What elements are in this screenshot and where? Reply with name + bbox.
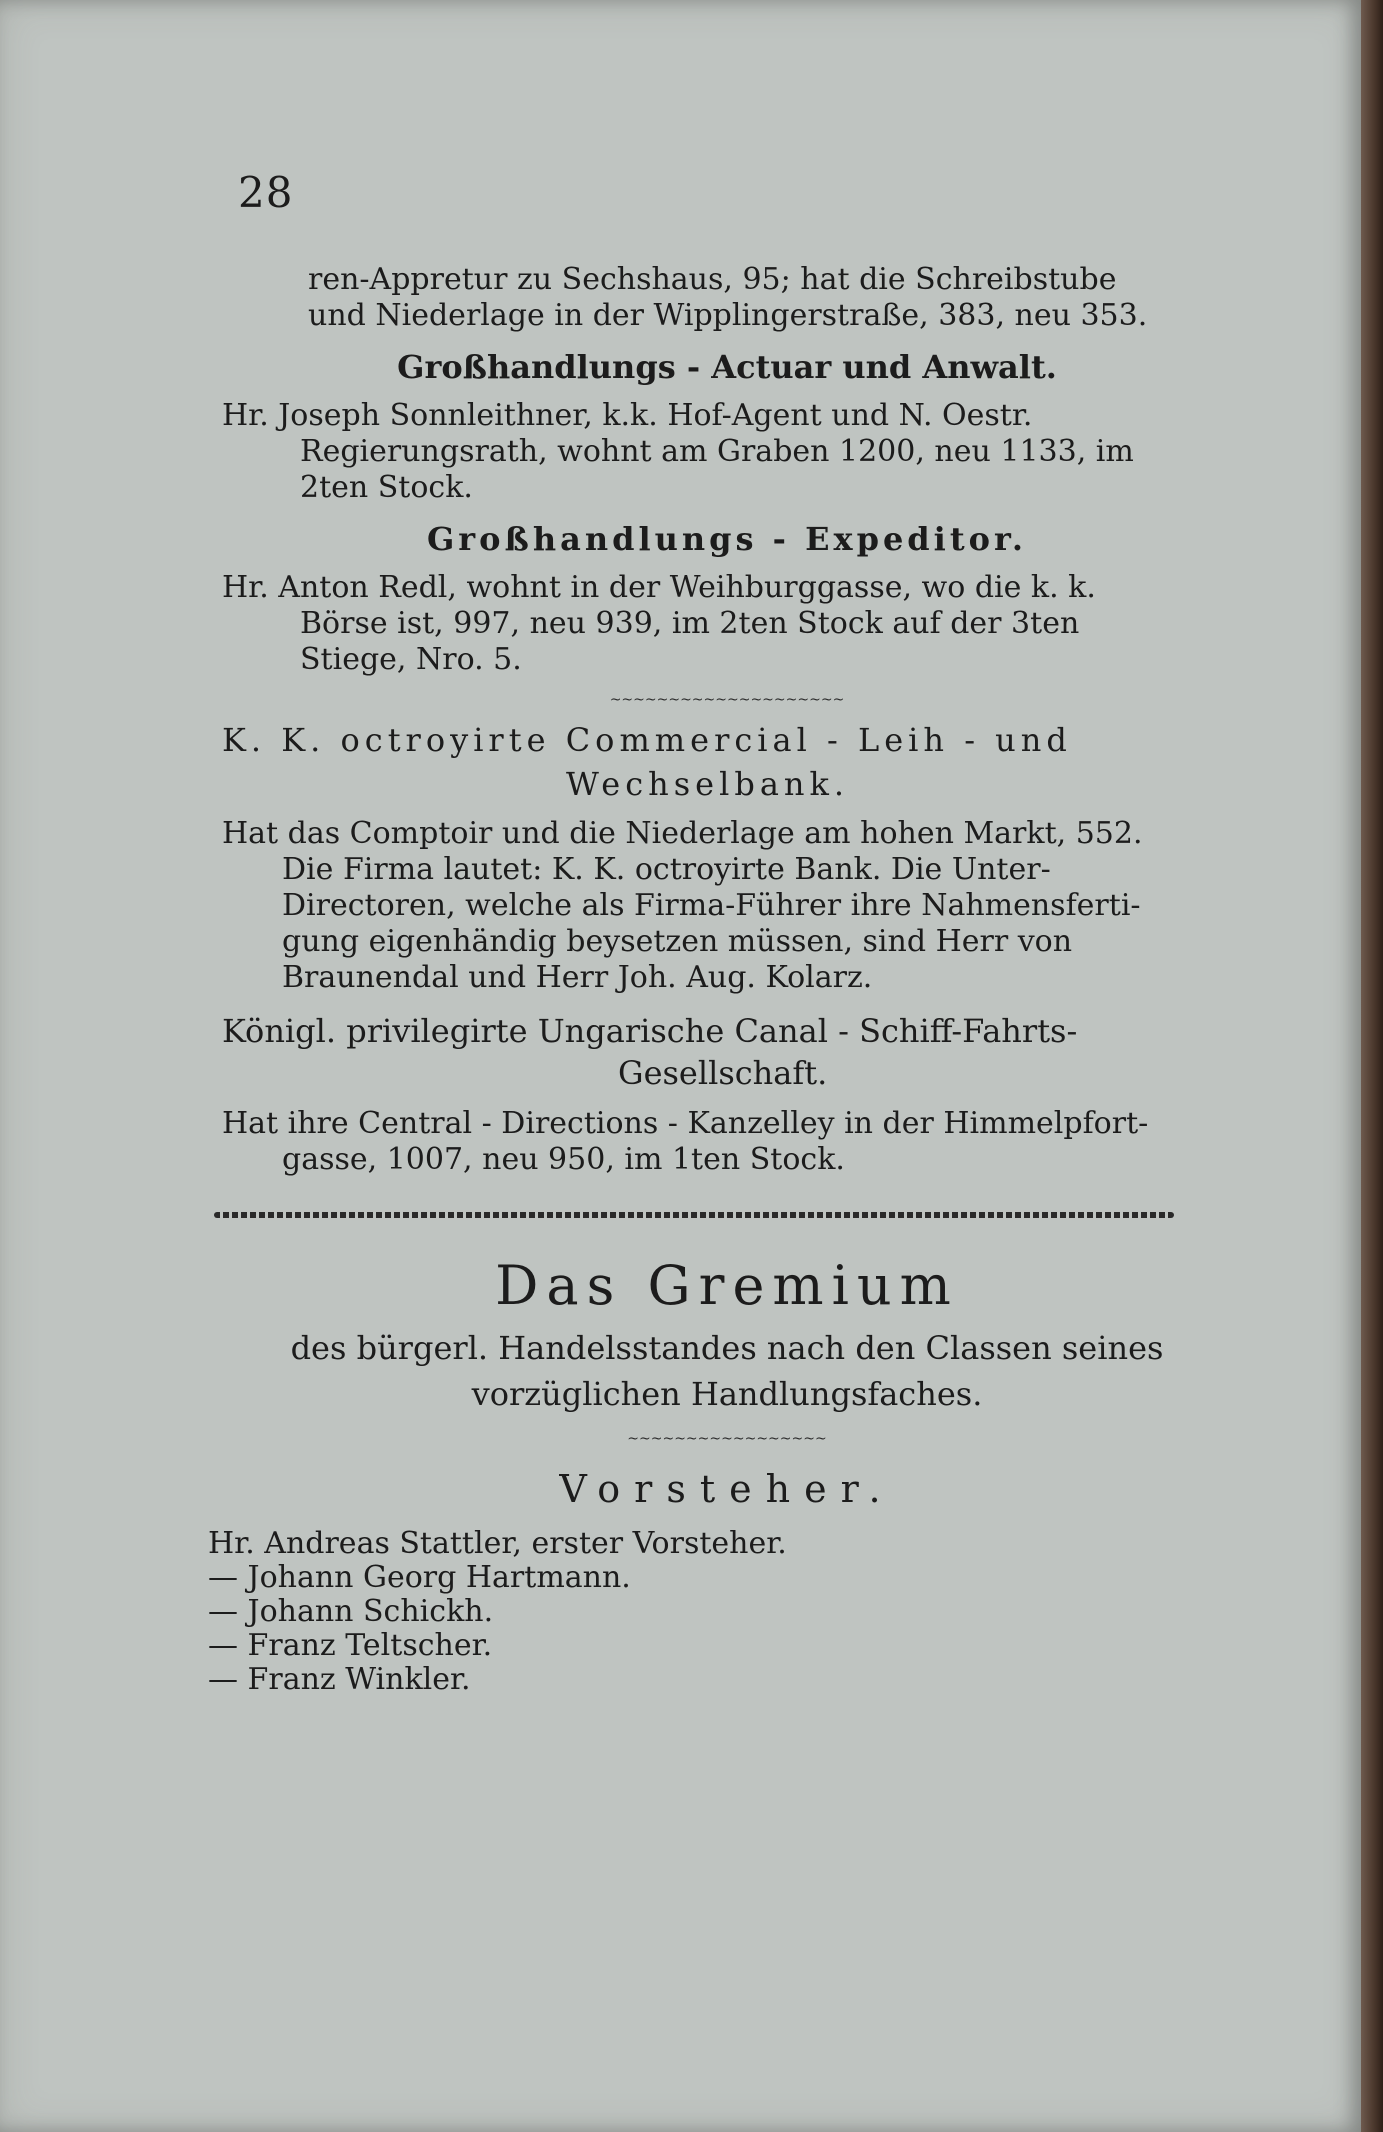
text-line: und Niederlage in der Wipplingerstraße, 383, neu 353. xyxy=(308,298,1148,333)
bank-title-line: Wechselbank. xyxy=(566,765,850,803)
page-number: 28 xyxy=(238,168,294,217)
gremium-subtitle xyxy=(222,1325,1232,1417)
continuation-text xyxy=(222,262,1232,334)
list-item: — Johann Schickh. xyxy=(208,1594,494,1629)
text-line: Hat ihre Central - Directions - Kanzelley in der Himmelpfort- xyxy=(222,1106,1149,1141)
list-item: — Franz Teltscher. xyxy=(208,1628,493,1663)
book-spine xyxy=(1361,0,1383,2132)
subtitle-line: vorzüglichen Handlungsfaches. xyxy=(471,1375,983,1413)
subtitle-line: des bürgerl. Handelsstandes nach den Classen seines xyxy=(290,1329,1164,1367)
text-line: gasse, 1007, neu 950, im 1ten Stock. xyxy=(282,1142,845,1177)
bank-body xyxy=(222,816,1232,996)
section-heading-expeditor: Großhandlungs - Expeditor. xyxy=(426,520,1028,558)
vorsteher-heading: Vorsteher. xyxy=(559,1467,895,1511)
text-line: ren-Appretur zu Sechshaus, 95; hat die Schreibstube xyxy=(308,262,1117,297)
canal-title xyxy=(222,1010,1232,1094)
text-line: Börse ist, 997, neu 939, im 2ten Stock auf der 3ten xyxy=(300,606,1080,641)
list-item: Hr. Andreas Stattler, erster Vorsteher. xyxy=(208,1526,787,1561)
page-content xyxy=(208,262,1232,1697)
canal-title-line: Gesellschaft. xyxy=(618,1054,828,1092)
list-item: — Johann Georg Hartmann. xyxy=(208,1560,631,1595)
section-heading-actuar: Großhandlungs - Actuar und Anwalt. xyxy=(397,348,1057,386)
ornament-divider: ~~~~~~~~~~~~~~~~~~~~ xyxy=(609,692,845,708)
text-line: Directoren, welche als Firma-Führer ihre Nahmensferti- xyxy=(282,888,1141,923)
text-line: Stiege, Nro. 5. xyxy=(300,642,522,677)
text-line: Hr. Joseph Sonnleithner, k.k. Hof-Agent und N. Oestr. xyxy=(222,398,1033,433)
text-line: Braunendal und Herr Joh. Aug. Kolarz. xyxy=(282,960,873,995)
text-line: Hr. Anton Redl, wohnt in der Weihburggasse, wo die k. k. xyxy=(222,570,1096,605)
bank-title-line: K. K. octroyirte Commercial - Leih - und xyxy=(222,721,1072,759)
ornament-divider: ~~~~~~~~~~~~~~~~~ xyxy=(627,1431,827,1447)
text-line: gung eigenhändig beysetzen müssen, sind Herr von xyxy=(282,924,1073,959)
canal-body xyxy=(222,1106,1232,1178)
dotted-rule xyxy=(214,1212,1174,1218)
section-body-actuar xyxy=(222,398,1232,506)
members-list xyxy=(208,1527,1232,1697)
canal-title-line: Königl. privilegirte Ungarische Canal - Schiff-Fahrts- xyxy=(222,1012,1078,1050)
gremium-title: Das Gremium xyxy=(495,1254,959,1317)
text-line: Die Firma lautet: K. K. octroyirte Bank. Die Unter- xyxy=(282,852,1051,887)
section-body-expeditor xyxy=(222,570,1232,678)
list-item: — Franz Winkler. xyxy=(208,1662,471,1697)
text-line: Regierungsrath, wohnt am Graben 1200, neu 1133, im xyxy=(300,434,1134,469)
bank-title xyxy=(222,718,1232,806)
text-line: 2ten Stock. xyxy=(300,470,473,505)
text-line: Hat das Comptoir und die Niederlage am hohen Markt, 552. xyxy=(222,816,1143,851)
